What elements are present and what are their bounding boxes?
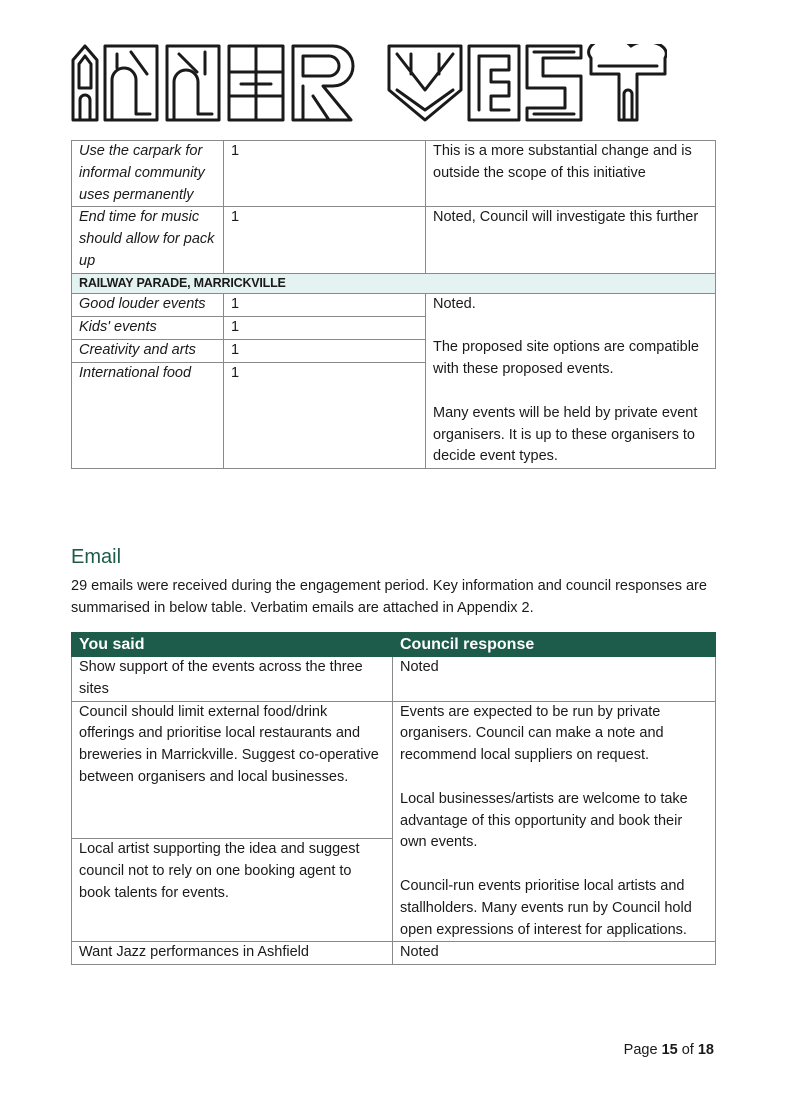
- table-row: [72, 207, 716, 273]
- response-paragraph: Noted.: [433, 295, 476, 312]
- current-page: 15: [661, 1042, 678, 1058]
- count-cell: 1: [224, 363, 426, 469]
- comment-cell: End time for music should allow for pack up: [72, 207, 224, 273]
- count-cell: 1: [224, 207, 426, 273]
- count-cell: 1: [224, 293, 426, 316]
- section-title: RAILWAY PARADE, MARRICKVILLE: [72, 273, 716, 293]
- merged-response-cell: [426, 293, 716, 468]
- column-header: Council response: [393, 633, 716, 657]
- table-row: [72, 293, 716, 316]
- said-cell: Council should limit external food/drink offerings and prioritise local restaurants and breweries in Marrickville. Suggest co-operative between organisers and local businesses.: [72, 701, 393, 838]
- comment-cell: Good louder events: [72, 293, 224, 316]
- page-number: [624, 1042, 714, 1058]
- response-cell: This is a more substantial change and is outside the scope of this initiative: [426, 141, 716, 207]
- email-feedback-table: [71, 632, 716, 965]
- response-paragraph: Many events will be held by private event organisers. It is up to these organisers to decide event types.: [433, 404, 698, 465]
- total-pages: 18: [697, 1042, 714, 1058]
- comment-cell: International food: [72, 363, 224, 469]
- comment-cell: Kids' events: [72, 316, 224, 339]
- feedback-table: [71, 140, 716, 469]
- count-cell: 1: [224, 316, 426, 339]
- response-cell: Noted: [393, 657, 716, 702]
- section-header-row: [72, 273, 716, 293]
- of-label: of: [681, 1042, 694, 1058]
- response-cell: Noted, Council will investigate this further: [426, 207, 716, 273]
- response-paragraph: Council-run events prioritise local artists and stallholders. Many events run by Council hold open expressions of interest for applications.: [400, 877, 692, 938]
- response-paragraph: Local businesses/artists are welcome to take advantage of this opportunity and book their own events.: [400, 790, 688, 851]
- column-header: You said: [72, 633, 393, 657]
- table-header-row: [72, 633, 716, 657]
- response-cell: Noted: [393, 942, 716, 965]
- response-paragraph: The proposed site options are compatible with these proposed events.: [433, 339, 699, 378]
- inner-west-logo: [71, 44, 667, 122]
- table-row: [72, 141, 716, 207]
- count-cell: 1: [224, 340, 426, 363]
- comment-cell: Creativity and arts: [72, 340, 224, 363]
- table-row: [72, 942, 716, 965]
- count-cell: 1: [224, 141, 426, 207]
- page-label: Page: [623, 1042, 658, 1058]
- table-row: [72, 657, 716, 702]
- comment-cell: Use the carpark for informal community uses permanently: [72, 141, 224, 207]
- section-heading: Email: [71, 546, 122, 568]
- said-cell: Want Jazz performances in Ashfield: [72, 942, 393, 965]
- said-cell: Show support of the events across the three sites: [72, 657, 393, 702]
- said-cell: Local artist supporting the idea and suggest council not to rely on one booking agent to book talents for events.: [72, 838, 393, 941]
- intro-paragraph: 29 emails were received during the engagement period. Key information and council responses are summarised in below table. Verbatim emails are attached in Appendix 2.: [71, 578, 707, 616]
- table-row: [72, 701, 716, 838]
- merged-response-cell: [393, 701, 716, 942]
- response-paragraph: Events are expected to be run by private organisers. Council can make a note and recommend local suppliers on request.: [400, 703, 664, 764]
